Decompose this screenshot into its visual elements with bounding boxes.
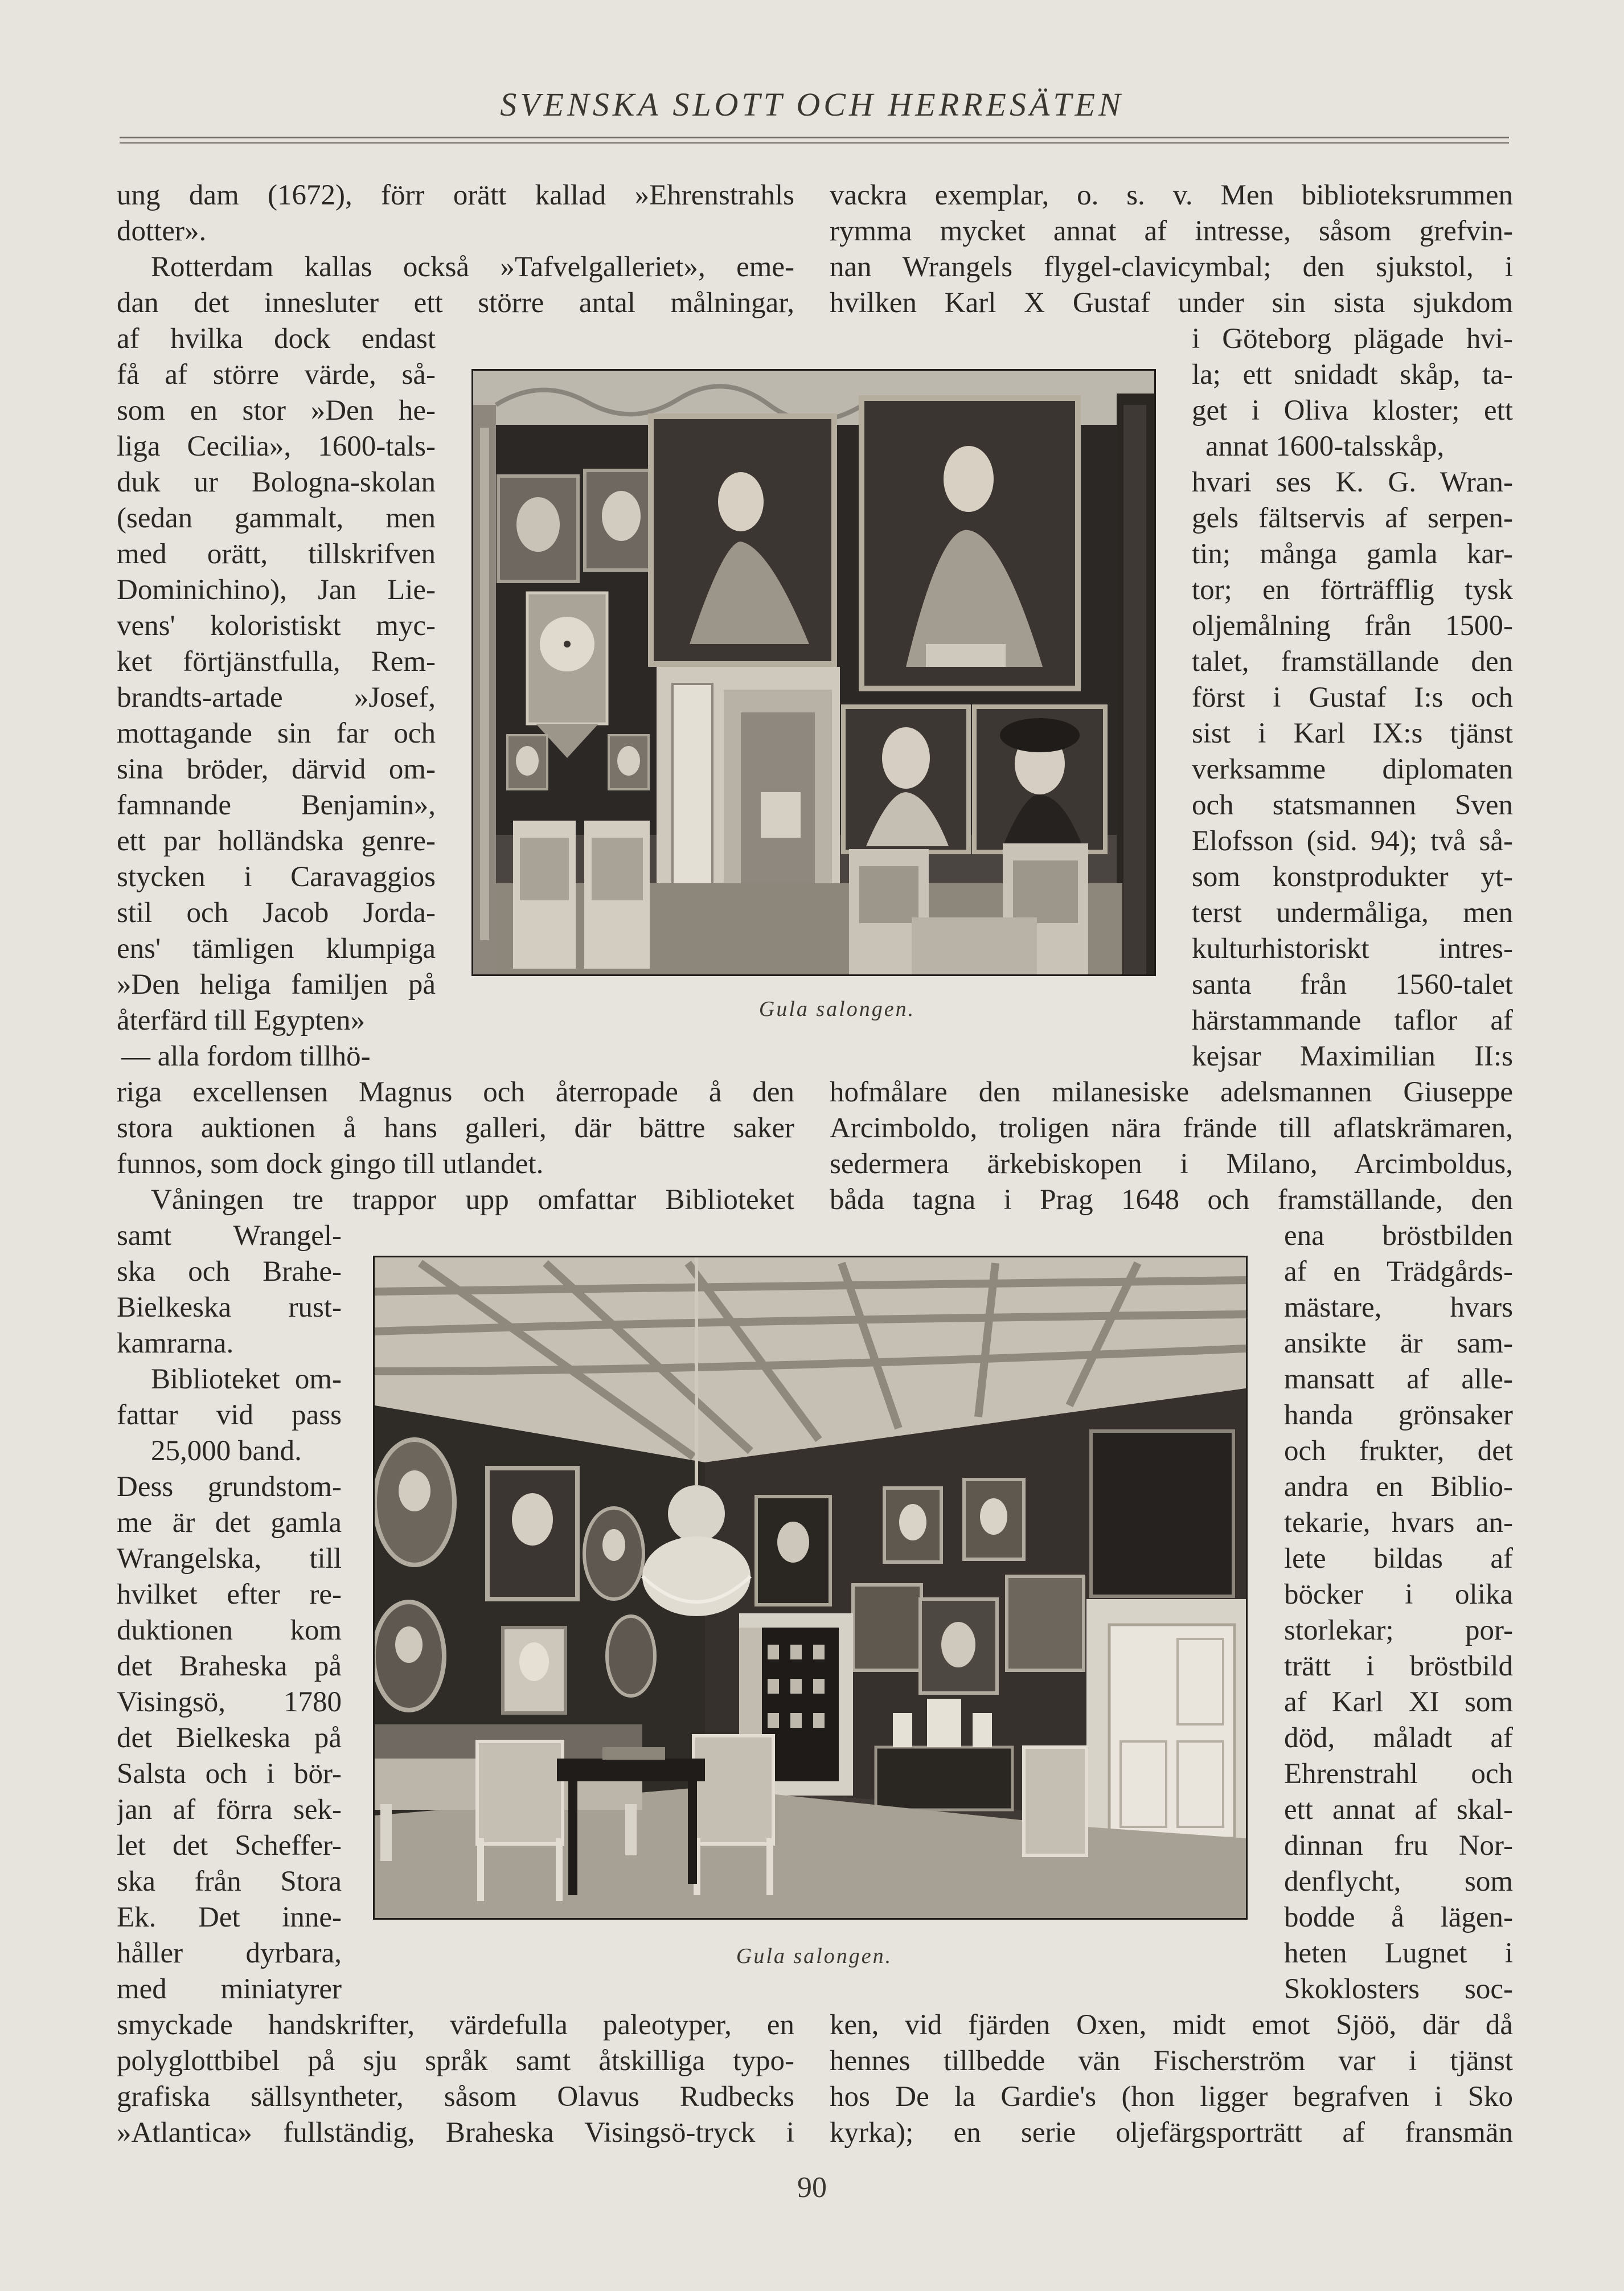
right-mid-full: [830, 1075, 1513, 1218]
text-line: död, måladt af: [1284, 1722, 1513, 1754]
text-line: det Bielkeska på: [117, 1722, 342, 1754]
text-line: hvari ses K. G. Wran-: [1192, 466, 1513, 498]
text-line: Ek. Det inne-: [117, 1901, 342, 1933]
text-line: ska och Brahe-: [117, 1256, 342, 1288]
text-line: i Göteborg plägade hvi-: [1192, 323, 1513, 355]
text-line: Dominichino), Jan Lie-: [117, 574, 436, 606]
text-line: trätt i bröstbild: [1284, 1650, 1513, 1682]
text-line: liga Cecilia», 1600-tals-: [117, 431, 436, 462]
text-line: »Atlantica» fullständig, Braheska Visingsö-tryck i: [117, 2117, 794, 2149]
text-line: riga excellensen Magnus och återropade å den: [117, 1076, 794, 1108]
text-line: dan det innesluter ett större antal målningar,: [117, 287, 794, 319]
text-line: håller dyrbara,: [117, 1937, 342, 1969]
text-line: hofmålare den milanesiske adelsmannen Giuseppe: [830, 1076, 1513, 1108]
text-line: återfärd till Egypten»: [117, 1005, 366, 1036]
text-line: kamrarna.: [117, 1327, 234, 1359]
text-line: ska från Stora: [117, 1866, 342, 1897]
text-line: famnande Benjamin»,: [117, 789, 436, 821]
text-line: handa grönsaker: [1284, 1399, 1513, 1431]
text-line: rymma mycket annat af intresse, såsom grefvin-: [830, 215, 1513, 247]
text-line: Wrangelska, till: [117, 1543, 342, 1575]
photo-gula-salongen-top: [471, 369, 1156, 976]
text-line: nan Wrangels flygel-clavicymbal; den sjukstol, i: [830, 251, 1513, 283]
text-line: sedermera ärkebiskopen i Milano, Arcimboldus,: [830, 1148, 1513, 1180]
text-line: duktionen kom: [117, 1614, 342, 1646]
text-line: brandts-artade »Josef,: [117, 682, 436, 714]
text-line: mansatt af alle-: [1284, 1363, 1513, 1395]
left-top-narrow: [117, 321, 436, 1075]
text-line: ken, vid fjärden Oxen, midt emot Sjöö, där då: [830, 2009, 1513, 2041]
text-line: — alla fordom tillhö-: [121, 1040, 371, 1072]
text-line: tekarie, hvars an-: [1284, 1507, 1513, 1539]
text-line: som konstprodukter yt-: [1192, 861, 1513, 893]
text-line: dotter».: [117, 215, 207, 247]
text-line: lete bildas af: [1284, 1543, 1513, 1575]
text-line: ena bröstbilden: [1284, 1220, 1513, 1252]
text-line: Biblioteket om-: [151, 1363, 342, 1395]
text-line: kyrka); en serie oljefärgsporträtt af fransmän: [830, 2117, 1513, 2149]
text-line: ket förtjänstfulla, Rem-: [117, 646, 436, 678]
text-line: funnos, som dock gingo till utlandet.: [117, 1148, 544, 1180]
text-line: det Braheska på: [117, 1650, 342, 1682]
text-line: stora auktionen å hans galleri, där bättre saker: [117, 1112, 794, 1144]
text-line: ansikte är sam-: [1284, 1327, 1513, 1359]
text-line: la; ett snidadt skåp, ta-: [1192, 359, 1513, 391]
text-line: 25,000 band.: [151, 1435, 302, 1467]
text-line: hennes tillbedde vän Fischerström var i tjänst: [830, 2045, 1513, 2077]
text-line: polyglottbibel på sju språk samt åtskilliga typo-: [117, 2045, 794, 2077]
text-line: stycken i Caravaggios: [117, 861, 436, 893]
photo-gula-salongen-bottom: [373, 1256, 1248, 1920]
text-line: stil och Jacob Jorda-: [117, 897, 436, 929]
text-line: me är det gamla: [117, 1507, 342, 1539]
text-line: som en stor »Den he-: [117, 395, 436, 427]
text-line: sina bröder, därvid om-: [117, 753, 436, 785]
text-line: tin; många gamla kar-: [1192, 538, 1513, 570]
text-line: samt Wrangel-: [117, 1220, 342, 1252]
text-line: get i Oliva kloster; ett: [1192, 395, 1513, 427]
text-line: med orätt, tillskrifven: [117, 538, 436, 570]
left-bottom-full: [117, 2007, 794, 2151]
text-line: Rotterdam kallas också »Tafvelgalleriet», eme-: [151, 251, 794, 283]
text-line: Elofsson (sid. 94); två så-: [1192, 825, 1513, 857]
text-line: ett par holländska genre-: [117, 825, 436, 857]
left-top-full: [117, 178, 794, 321]
text-line: santa från 1560-talet: [1192, 969, 1513, 1001]
text-line: Dess grundstom-: [117, 1471, 342, 1503]
text-line: gels fältservis af serpen-: [1192, 502, 1513, 534]
header-rule-bottom: [120, 142, 1509, 144]
header-rule-top: [120, 137, 1509, 138]
text-line: hvilken Karl X Gustaf under sin sista sjukdom: [830, 287, 1513, 319]
text-line: talet, framställande den: [1192, 646, 1513, 678]
text-line: mottagande sin far och: [117, 718, 436, 749]
text-line: sist i Karl IX:s tjänst: [1192, 718, 1513, 749]
right-bottom-full: [830, 2007, 1513, 2151]
text-line: mästare, hvars: [1284, 1292, 1513, 1323]
right-top-narrow: [1192, 321, 1513, 1075]
text-line: ung dam (1672), förr orätt kallad »Ehrenstrahls: [117, 179, 794, 211]
salon-interior-illustration: [375, 1257, 1246, 1918]
left-mid-full: [117, 1075, 794, 1218]
text-line: tor; en förträfflig tysk: [1192, 574, 1513, 606]
text-line: Visingsö, 1780: [117, 1686, 342, 1718]
text-line: heten Lugnet i: [1284, 1937, 1513, 1969]
text-line: storlekar; por-: [1284, 1614, 1513, 1646]
right-bottom-narrow: [1284, 1218, 1513, 2007]
text-line: dinnan fru Nor-: [1284, 1830, 1513, 1862]
text-line: hos De la Gardie's (hon ligger begrafven i Sko: [830, 2081, 1513, 2113]
text-line: få af större värde, så-: [117, 359, 436, 391]
text-line: smyckade handskrifter, värdefulla paleotyper, en: [117, 2009, 794, 2041]
left-bottom-narrow: [117, 1218, 342, 2007]
figure-caption-top: Gula salongen.: [758, 997, 916, 1021]
text-line: grafiska sällsyntheter, såsom Olavus Rudbecks: [117, 2081, 794, 2113]
text-line: verksamme diplomaten: [1192, 753, 1513, 785]
text-line: Salsta och i bör-: [117, 1758, 342, 1790]
text-line: böcker i olika: [1284, 1579, 1513, 1610]
text-line: och frukter, det: [1284, 1435, 1513, 1467]
text-line: och statsmannen Sven: [1192, 789, 1513, 821]
text-line: kejsar Maximilian II:s: [1192, 1040, 1513, 1072]
text-line: vackra exemplar, o. s. v. Men biblioteksrummen: [830, 179, 1513, 211]
text-line: ett annat af skal-: [1284, 1794, 1513, 1826]
running-title: SVENSKA SLOTT OCH HERRESÄTEN: [500, 86, 1124, 123]
text-line: terst undermåliga, men: [1192, 897, 1513, 929]
text-line: härstammande taflor af: [1192, 1005, 1513, 1036]
text-line: jan af förra sek-: [117, 1794, 342, 1826]
text-line: »Den heliga familjen på: [117, 969, 436, 1001]
text-line: Skoklosters soc-: [1284, 1973, 1513, 2005]
text-line: denflycht, som: [1284, 1866, 1513, 1897]
text-line: duk ur Bologna-skolan: [117, 466, 436, 498]
text-line: fattar vid pass: [117, 1399, 342, 1431]
text-line: Arcimboldo, troligen nära frände till aflatskrämaren,: [830, 1112, 1513, 1144]
text-line: let det Scheffer-: [117, 1830, 342, 1862]
text-line: ens' tämligen klumpiga: [117, 933, 436, 965]
text-line: kulturhistoriskt intres-: [1192, 933, 1513, 965]
figure-caption-bottom: Gula salongen.: [736, 1944, 893, 1968]
portrait-wall-illustration: [473, 371, 1154, 974]
text-line: Våningen tre trappor upp omfattar Biblioteket: [151, 1184, 794, 1216]
text-line: (sedan gammalt, men: [117, 502, 436, 534]
text-line: vens' koloristiskt myc-: [117, 610, 436, 642]
text-line: af hvilka dock endast: [117, 323, 436, 355]
text-line: af Karl XI som: [1284, 1686, 1513, 1718]
text-line: med miniatyrer: [117, 1973, 342, 2005]
text-line: bodde å lägen-: [1284, 1901, 1513, 1933]
text-line: annat 1600-talsskåp,: [1205, 431, 1445, 462]
text-line: först i Gustaf I:s och: [1192, 682, 1513, 714]
text-line: oljemålning från 1500-: [1192, 610, 1513, 642]
text-line: hvilket efter re-: [117, 1579, 342, 1610]
text-line: Bielkeska rust-: [117, 1292, 342, 1323]
text-line: Ehrenstrahl och: [1284, 1758, 1513, 1790]
page-number: 90: [797, 2171, 827, 2204]
text-line: andra en Biblio-: [1284, 1471, 1513, 1503]
right-top-full: [830, 178, 1513, 321]
text-line: af en Trädgårds-: [1284, 1256, 1513, 1288]
text-line: båda tagna i Prag 1648 och framställande, den: [830, 1184, 1513, 1216]
